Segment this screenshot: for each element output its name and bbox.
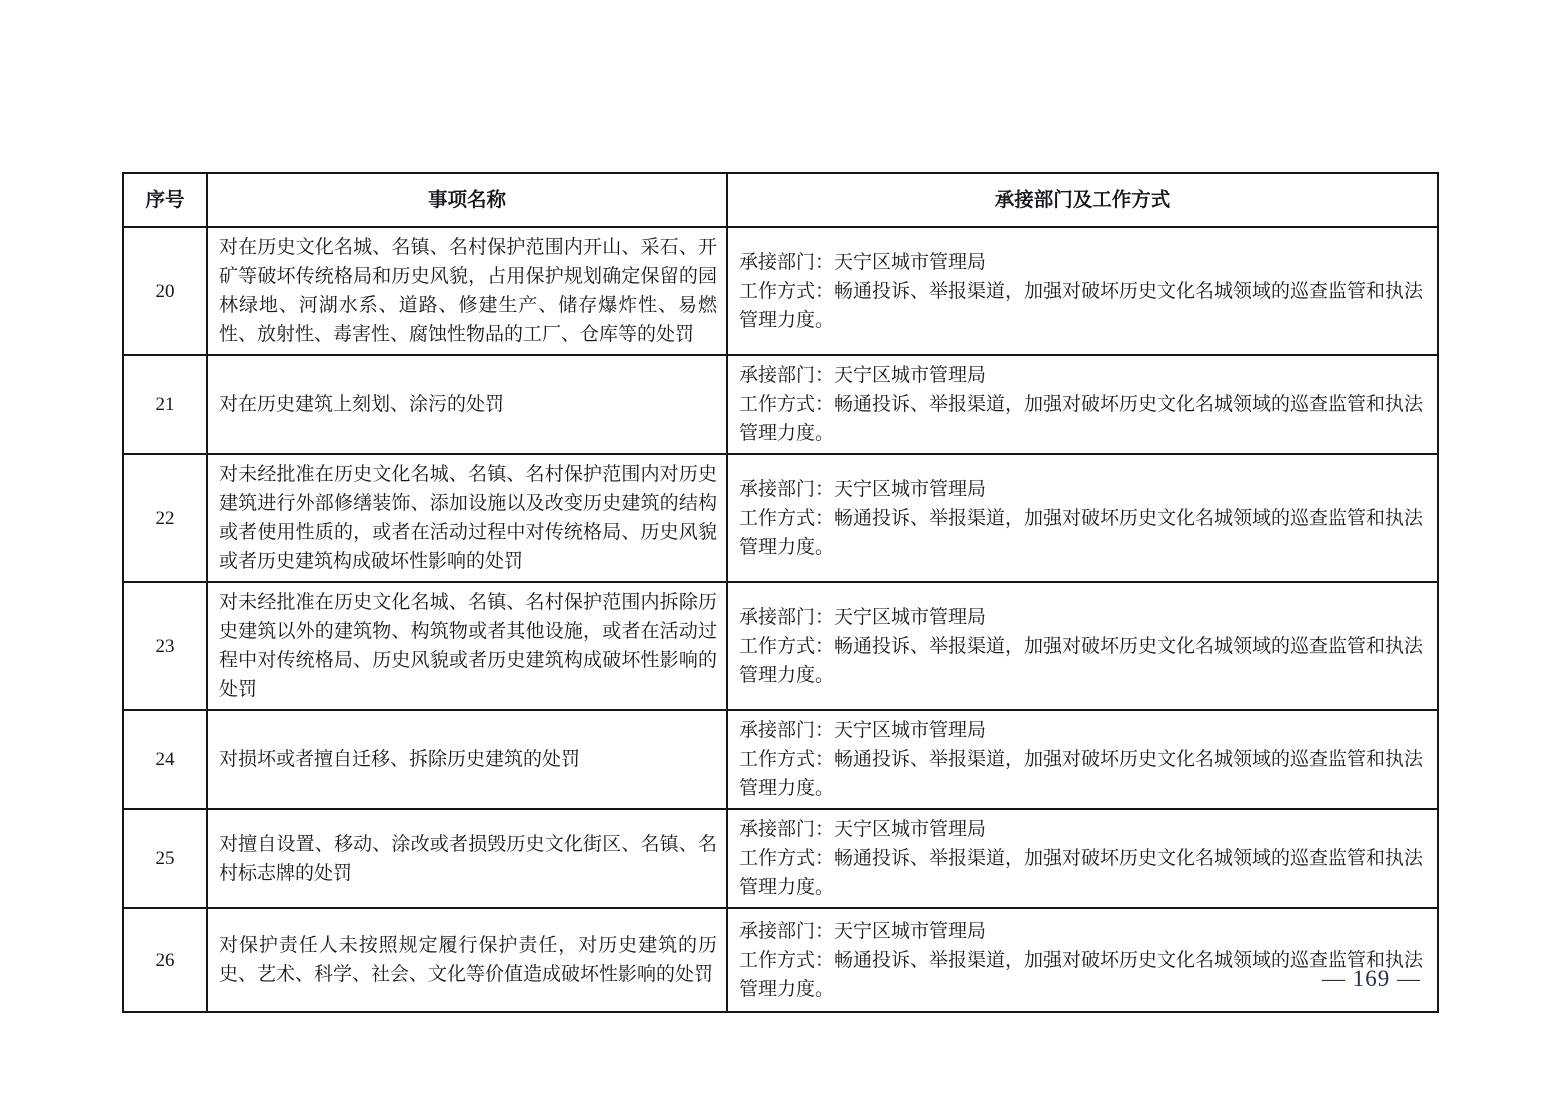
header-serial-number: 序号 (123, 173, 207, 227)
department-line: 承接部门：天宁区城市管理局 (739, 606, 987, 628)
table-row (123, 227, 1438, 355)
row-item-name: 对在历史文化名城、名镇、名村保护范围内开山、采石、开矿等破坏传统格局和历史风貌，占用保护规划确定保留的园林绿地、河湖水系、道路、修建生产、储存爆炸性、易燃性、放射性、毒害性、腐蚀性物品的工厂、仓库等的处罚 (207, 227, 727, 355)
table-row (123, 454, 1438, 582)
method-line: 工作方式：畅通投诉、举报渠道，加强对破坏历史文化名城领域的巡查监管和执法管理力度。 (739, 749, 1424, 799)
row-department-method (727, 454, 1438, 582)
row-item-name: 对在历史建筑上刻划、涂污的处罚 (207, 355, 727, 454)
row-department-method (727, 582, 1438, 710)
row-serial-number: 23 (123, 582, 207, 710)
row-serial-number: 25 (123, 809, 207, 908)
row-serial-number: 26 (123, 908, 207, 1012)
table-row (123, 908, 1438, 1012)
department-line: 承接部门：天宁区城市管理局 (739, 720, 987, 741)
method-line: 工作方式：畅通投诉、举报渠道，加强对破坏历史文化名城领域的巡查监管和执法管理力度。 (739, 507, 1424, 558)
row-item-name: 对保护责任人未按照规定履行保护责任，对历史建筑的历史、艺术、科学、社会、文化等价值造成破坏性影响的处罚 (207, 908, 727, 1012)
row-department-method (727, 809, 1438, 908)
row-department-method (727, 355, 1438, 454)
table-row (123, 355, 1438, 454)
table-row (123, 710, 1438, 809)
page-number: — 169 — (1322, 966, 1421, 991)
table-header-row (123, 173, 1438, 227)
row-serial-number: 22 (123, 454, 207, 582)
table-row (123, 809, 1438, 908)
method-line: 工作方式：畅通投诉、举报渠道，加强对破坏历史文化名城领域的巡查监管和执法管理力度。 (739, 280, 1424, 331)
method-line: 工作方式：畅通投诉、举报渠道，加强对破坏历史文化名城领域的巡查监管和执法管理力度。 (739, 635, 1424, 686)
table-row (123, 582, 1438, 710)
row-serial-number: 20 (123, 227, 207, 355)
department-line: 承接部门：天宁区城市管理局 (739, 819, 987, 840)
row-item-name: 对擅自设置、移动、涂改或者损毁历史文化街区、名镇、名村标志牌的处罚 (207, 809, 727, 908)
header-item-name: 事项名称 (207, 173, 727, 227)
row-department-method (727, 908, 1438, 1012)
method-line: 工作方式：畅通投诉、举报渠道，加强对破坏历史文化名城领域的巡查监管和执法管理力度。 (739, 848, 1424, 898)
row-department-method (727, 710, 1438, 809)
row-item-name: 对未经批准在历史文化名城、名镇、名村保护范围内拆除历史建筑以外的建筑物、构筑物或者其他设施，或者在活动过程中对传统格局、历史风貌或者历史建筑构成破坏性影响的处罚 (207, 582, 727, 710)
row-item-name: 对未经批准在历史文化名城、名镇、名村保护范围内对历史建筑进行外部修缮装饰、添加设施以及改变历史建筑的结构或者使用性质的，或者在活动过程中对传统格局、历史风貌或者历史建筑构成破坏性影响的处罚 (207, 454, 727, 582)
method-line: 工作方式：畅通投诉、举报渠道，加强对破坏历史文化名城领域的巡查监管和执法管理力度。 (739, 394, 1424, 444)
department-line: 承接部门：天宁区城市管理局 (739, 920, 987, 942)
header-department-method: 承接部门及工作方式 (727, 173, 1438, 227)
department-line: 承接部门：天宁区城市管理局 (739, 251, 987, 273)
department-line: 承接部门：天宁区城市管理局 (739, 365, 987, 386)
method-line: 工作方式：畅通投诉、举报渠道，加强对破坏历史文化名城领域的巡查监管和执法管理力度。 (739, 949, 1424, 1000)
row-item-name: 对损坏或者擅自迁移、拆除历史建筑的处罚 (207, 710, 727, 809)
row-serial-number: 21 (123, 355, 207, 454)
items-table (122, 172, 1439, 1013)
row-department-method (727, 227, 1438, 355)
department-line: 承接部门：天宁区城市管理局 (739, 478, 987, 500)
row-serial-number: 24 (123, 710, 207, 809)
